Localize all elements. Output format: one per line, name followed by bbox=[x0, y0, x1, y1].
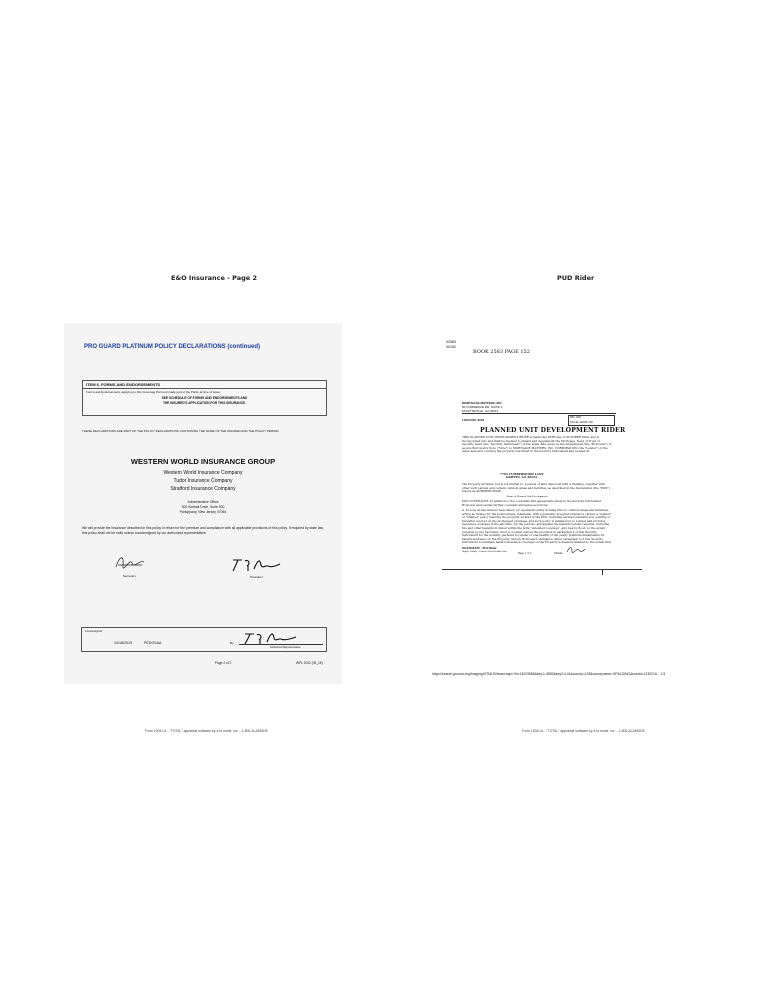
declarations-text: THESE DECLARATIONS ARE PART OF THE POLICY DECLARATIONS CONTAINING THE NAME OF THE INSURED AND THE POLICY PERIOD. bbox=[82, 429, 280, 433]
pud-name-label: (Name of Planned Unit Development) bbox=[506, 495, 548, 498]
by-label: By: bbox=[230, 641, 235, 645]
company-2: Tudor Insurance Company bbox=[173, 478, 233, 484]
lender-address: 50 COMMERCE DR, SUITE 4 bbox=[462, 405, 503, 409]
footer-note-right: Form 1004.UL - "TOTAL" appraisal software by a la mode, inc. - 1-800-ALAMODE bbox=[522, 729, 645, 733]
rider-form-sub: Single Family - Fannie Mae/Freddie Mac bbox=[462, 550, 508, 553]
item-line: Forms and Endorsements applying to this Coverage Part and made part of the Policy at time of issue: bbox=[86, 390, 221, 394]
provide-text: We will provide the insurance described in this policy in return for the premium and compliance with all applicable provisions of this policy. If required by state law, this policy shall not be valid unless countersigned by our authorized representative. bbox=[82, 526, 324, 535]
president-signature bbox=[230, 555, 282, 573]
initials-signature bbox=[566, 546, 586, 554]
loan-number: LOAN NO. 6201 bbox=[462, 418, 485, 422]
page-heading: PRO GUARD PLATINUM POLICY DECLARATIONS (continued) bbox=[84, 344, 260, 350]
min-box bbox=[568, 415, 615, 426]
pud-covenants: PUD COVENANTS. In addition to the covenants and agreements made in the Security Instrument, Borrower and Lender further covenant and agree as follows: bbox=[462, 500, 602, 507]
rider-form-label: MULTISTATE - PUD Rider bbox=[462, 547, 497, 550]
left-panel-title: E&O Insurance - Page 2 bbox=[171, 274, 257, 282]
group-name: WESTERN WORLD INSURANCE GROUP bbox=[130, 457, 276, 466]
secretary-label: Secretary bbox=[123, 574, 136, 578]
signature-line bbox=[239, 644, 323, 645]
rider-title: PLANNED UNIT DEVELOPMENT RIDER bbox=[480, 427, 626, 434]
company-1: Western World Insurance Company bbox=[163, 470, 243, 476]
book-reference: BOOK 2583 PAGE 152 bbox=[473, 349, 530, 355]
forms-endorsements-box bbox=[82, 380, 327, 416]
office-address: 300 Kimball Drive, Suite 500 bbox=[181, 505, 225, 509]
item-header: ITEM 6. FORMS AND ENDORSEMENTS bbox=[83, 381, 326, 389]
min-value: 100-21-11006-700 bbox=[570, 420, 593, 424]
item-center-2: THE INSURED'S APPLICATION FOR THIS INSURANCE. bbox=[162, 401, 247, 405]
stamp-top: 02583 bbox=[446, 340, 456, 344]
office-label: Administrative Office bbox=[187, 500, 219, 504]
rider-page-number: Page 1 of 2 bbox=[518, 552, 532, 555]
initials-label: Initials: bbox=[554, 552, 564, 555]
covenant-a: A. So long as the Owners Association (or equivalent entity holding title to common areas and facilities), acting as trustee for the homeowners, maintains, with a generally accepted insurance carrier, a "master" or "blanket" policy insuring the property located in the PUD, including all improvements now existing or hereafter erected on the mortgaged premises, and such policy is satisfactory to Lender and provides insurance coverage in the amounts, for the periods, and against the hazards Lender requires, including fire and other hazards included within the term "extended coverage", and loss by flood, to the extent required by the Secretary, then: (i) Lender waives the provision in paragraph 2 of this Security Instrument for the monthly payment to Lender of one-twelfth of the yearly premium installments for hazard insurance on the Property, and (ii) Borrower's obligation under paragraph 5 of this Security Instrument to maintain hazard insurance coverage on the Property is deemed satisfied to the extent that bbox=[462, 509, 612, 545]
item-center-1: SEE SCHEDULE OF FORMS AND ENDORSEMENTS AND bbox=[161, 396, 248, 400]
countersign-code: PEDGSAA bbox=[144, 641, 162, 645]
countersign-box bbox=[81, 627, 327, 652]
min-label: MIN: 1000 bbox=[570, 416, 582, 419]
header-rule bbox=[462, 413, 616, 414]
countersign-date: 10/18/2019 bbox=[114, 641, 132, 645]
company-3: Stratford Insurance Company bbox=[170, 486, 236, 492]
page-bottom-rule bbox=[442, 569, 642, 570]
stamp-bottom: 00152 bbox=[446, 345, 456, 349]
insurance-declarations-page bbox=[64, 323, 342, 684]
secretary-signature bbox=[114, 553, 148, 571]
president-label: President bbox=[250, 575, 263, 579]
rider-property-text: The Property includes, but is not limited to, a parcel of land improved with a dwelling, together with other such parcels and certain common areas and facilities, as described in the Declaration (the "PUD") known as SUMMERCHASE bbox=[462, 483, 610, 494]
lender-name: MORTGAGE MATTERS, INC. bbox=[462, 401, 503, 405]
property-line-1: 7703 CUMBERWOOD LANE bbox=[500, 472, 544, 476]
authorized-label: Authorized Representative bbox=[270, 645, 301, 649]
countersign-signature bbox=[242, 629, 298, 645]
pud-rider-page bbox=[442, 333, 642, 601]
property-line-2: GRIFFIN, GA 30224 bbox=[506, 475, 537, 479]
rider-intro: THIS PLANNED UNIT DEVELOPMENT RIDER is made this 28TH day of OCTOBER 2004, and is incorporated into and shall be deemed to amend and supplement the Mortgage, Deed of Trust or Security Deed (the "Security Instrument") of the same date given by the undersigned (the "Borrower") to secure Borrower's Note ("Note") to MORTGAGE MATTERS, INC. CORPORATION (the "Lender") of the same date and covering the property described in the Security Instrument and located at: bbox=[462, 436, 612, 454]
lender-city: FAYETTEVILLE, GA 30214 bbox=[462, 409, 499, 413]
countersigned-label: Countersigned: bbox=[85, 630, 103, 633]
page-number: Page 2 of 2 bbox=[215, 661, 232, 665]
footer-note-left: Form 1004.UL - "TOTAL" appraisal software by a la mode, inc. - 1-800-ALAMODE bbox=[145, 729, 268, 733]
page-tick bbox=[602, 569, 603, 575]
source-url: https://search.gsccca.org/Imaging/HTML5Viewer.aspx?id=24023558&key1=3583&key2=144&county=128&countyname=SPALDING&userid=123921&... 1/1 bbox=[432, 672, 666, 676]
form-code: WPL 2002 (05_15) bbox=[296, 661, 323, 665]
right-panel-title: PUD Rider bbox=[557, 274, 595, 282]
office-city: Parsippany, New Jersey 07054 bbox=[179, 510, 227, 514]
